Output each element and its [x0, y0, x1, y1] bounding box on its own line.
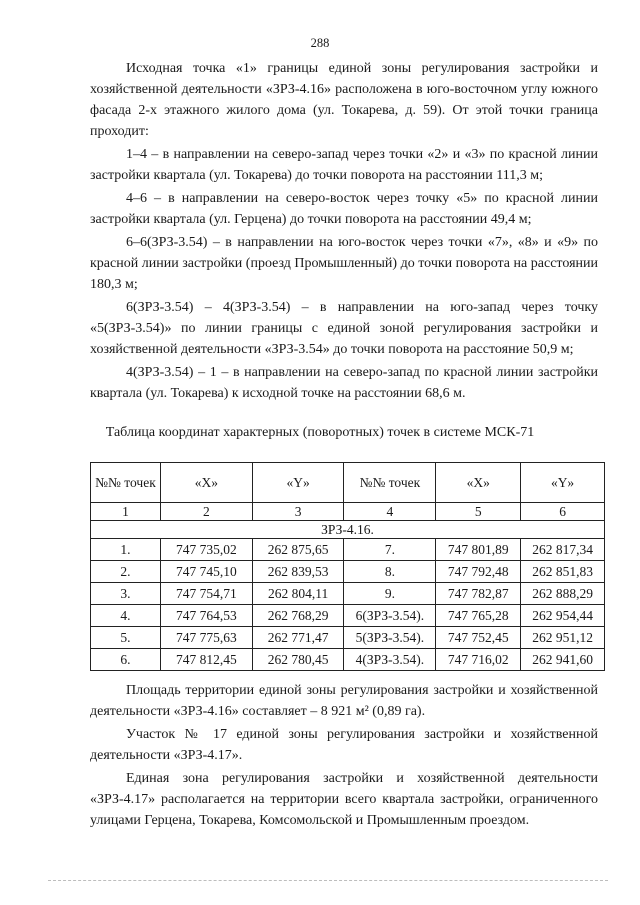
boundary-description: [90, 58, 598, 404]
table-cell: 1.: [91, 539, 161, 561]
table-cell: 747 752,45: [436, 627, 521, 649]
table-cell: 262 875,65: [252, 539, 344, 561]
zone-label: ЗРЗ-4.16.: [91, 521, 605, 539]
table-cell: 747 801,89: [436, 539, 521, 561]
table-cell: 747 754,71: [160, 583, 252, 605]
zone-summary: [90, 680, 598, 831]
table-row: [91, 627, 605, 649]
table-cell: 4.: [91, 605, 161, 627]
paragraph-segment-4-6: 4–6 – в направлении на северо-восток через точку «5» по красной линии застройки квартала (ул. Герцена) до точки поворота на расстоянии 49,4 м;: [90, 191, 598, 227]
zone-label-row: [91, 521, 605, 539]
paragraph-area: Площадь территории единой зоны регулирования застройки и хозяйственной деятельности «ЗРЗ-4.16» составляет – 8 921 м² (0,89 га).: [90, 683, 598, 719]
paragraph-segment-1-4: 1–4 – в направлении на северо-запад через точки «2» и «3» по красной линии застройки квартала (ул. Токарева) до точки поворота на расстоянии 111,3 м;: [90, 147, 598, 183]
table-cell: 262 768,29: [252, 605, 344, 627]
table-cell: 262 839,53: [252, 561, 344, 583]
page-number: 288: [310, 36, 330, 50]
table-cell: 262 804,11: [252, 583, 344, 605]
column-number-row: [91, 503, 605, 521]
table-cell: 747 812,45: [160, 649, 252, 671]
table-cell: 4(ЗРЗ-3.54).: [344, 649, 436, 671]
scan-artifact-line: [48, 880, 608, 881]
table-cell: 5.: [91, 627, 161, 649]
table-cell: 2.: [91, 561, 161, 583]
table-cell: 9.: [344, 583, 436, 605]
column-number: 6: [521, 503, 605, 521]
header-y-2: «Y»: [521, 463, 605, 503]
header-x-1: «X»: [160, 463, 252, 503]
paragraph-zone-4-17: Единая зона регулирования застройки и хозяйственной деятельности «ЗРЗ-4.17» располагается на территории всего квартала застройки, ограниченного улицами Герцена, Токарева, Комсомольской и Промышленным проездом.: [90, 771, 598, 828]
table-cell: 7.: [344, 539, 436, 561]
table-row: [91, 649, 605, 671]
table-cell: 747 764,53: [160, 605, 252, 627]
table-cell: 262 771,47: [252, 627, 344, 649]
table-header-row: [91, 463, 605, 503]
table-cell: 747 782,87: [436, 583, 521, 605]
paragraph-plot-17: Участок № 17 единой зоны регулирования застройки и хозяйственной деятельности «ЗРЗ-4.17».: [90, 727, 598, 763]
column-number: 5: [436, 503, 521, 521]
column-number: 3: [252, 503, 344, 521]
header-x-2: «X»: [436, 463, 521, 503]
table-cell: 747 792,48: [436, 561, 521, 583]
table-row: [91, 539, 605, 561]
table-cell: 262 851,83: [521, 561, 605, 583]
column-number: 1: [91, 503, 161, 521]
table-cell: 3.: [91, 583, 161, 605]
table-cell: 6(ЗРЗ-3.54).: [344, 605, 436, 627]
header-y-1: «Y»: [252, 463, 344, 503]
header-points-1: №№ точек: [91, 463, 161, 503]
table-cell: 747 775,63: [160, 627, 252, 649]
table-cell: 5(ЗРЗ-3.54).: [344, 627, 436, 649]
table-row: [91, 561, 605, 583]
table-cell: 747 735,02: [160, 539, 252, 561]
table-cell: 262 888,29: [521, 583, 605, 605]
table-row: [91, 605, 605, 627]
table-cell: 262 780,45: [252, 649, 344, 671]
table-cell: 6.: [91, 649, 161, 671]
table-cell: 8.: [344, 561, 436, 583]
paragraph-segment-6zrz-4zrz: 6(ЗРЗ-3.54) – 4(ЗРЗ-3.54) – в направлении на юго-запад через точку «5(ЗРЗ-3.54)» по линии границы с единой зоной регулирования застройки и хозяйственной деятельности «ЗРЗ-3.54» до точки поворота на расстояние 50,9 м;: [90, 300, 598, 357]
paragraph-start-point: Исходная точка «1» границы единой зоны регулирования застройки и хозяйственной деятельности «ЗРЗ-4.16» расположена в юго-восточном углу южного фасада 2-х этажного жилого дома (ул. Токарева, д. 59). От этой точки граница проходит:: [90, 61, 598, 139]
header-points-2: №№ точек: [344, 463, 436, 503]
table-cell: 747 765,28: [436, 605, 521, 627]
paragraph-segment-6-6zrz: 6–6(ЗРЗ-3.54) – в направлении на юго-восток через точки «7», «8» и «9» по красной линии застройки (проезд Промышленный) до точки поворота на расстоянии 180,3 м;: [90, 235, 598, 292]
table-cell: 262 817,34: [521, 539, 605, 561]
table-cell: 262 951,12: [521, 627, 605, 649]
table-cell: 747 716,02: [436, 649, 521, 671]
table-caption: Таблица координат характерных (поворотных) точек в системе МСК-71: [105, 425, 535, 440]
column-number: 4: [344, 503, 436, 521]
table-cell: 747 745,10: [160, 561, 252, 583]
column-number: 2: [160, 503, 252, 521]
table-cell: 262 941,60: [521, 649, 605, 671]
table-cell: 262 954,44: [521, 605, 605, 627]
coordinates-table: [90, 462, 605, 671]
paragraph-segment-4zrz-1: 4(ЗРЗ-3.54) – 1 – в направлении на северо-запад по красной линии застройки квартала (ул. Токарева) к исходной точке на расстоянии 68,6 м.: [90, 365, 598, 401]
table-row: [91, 583, 605, 605]
